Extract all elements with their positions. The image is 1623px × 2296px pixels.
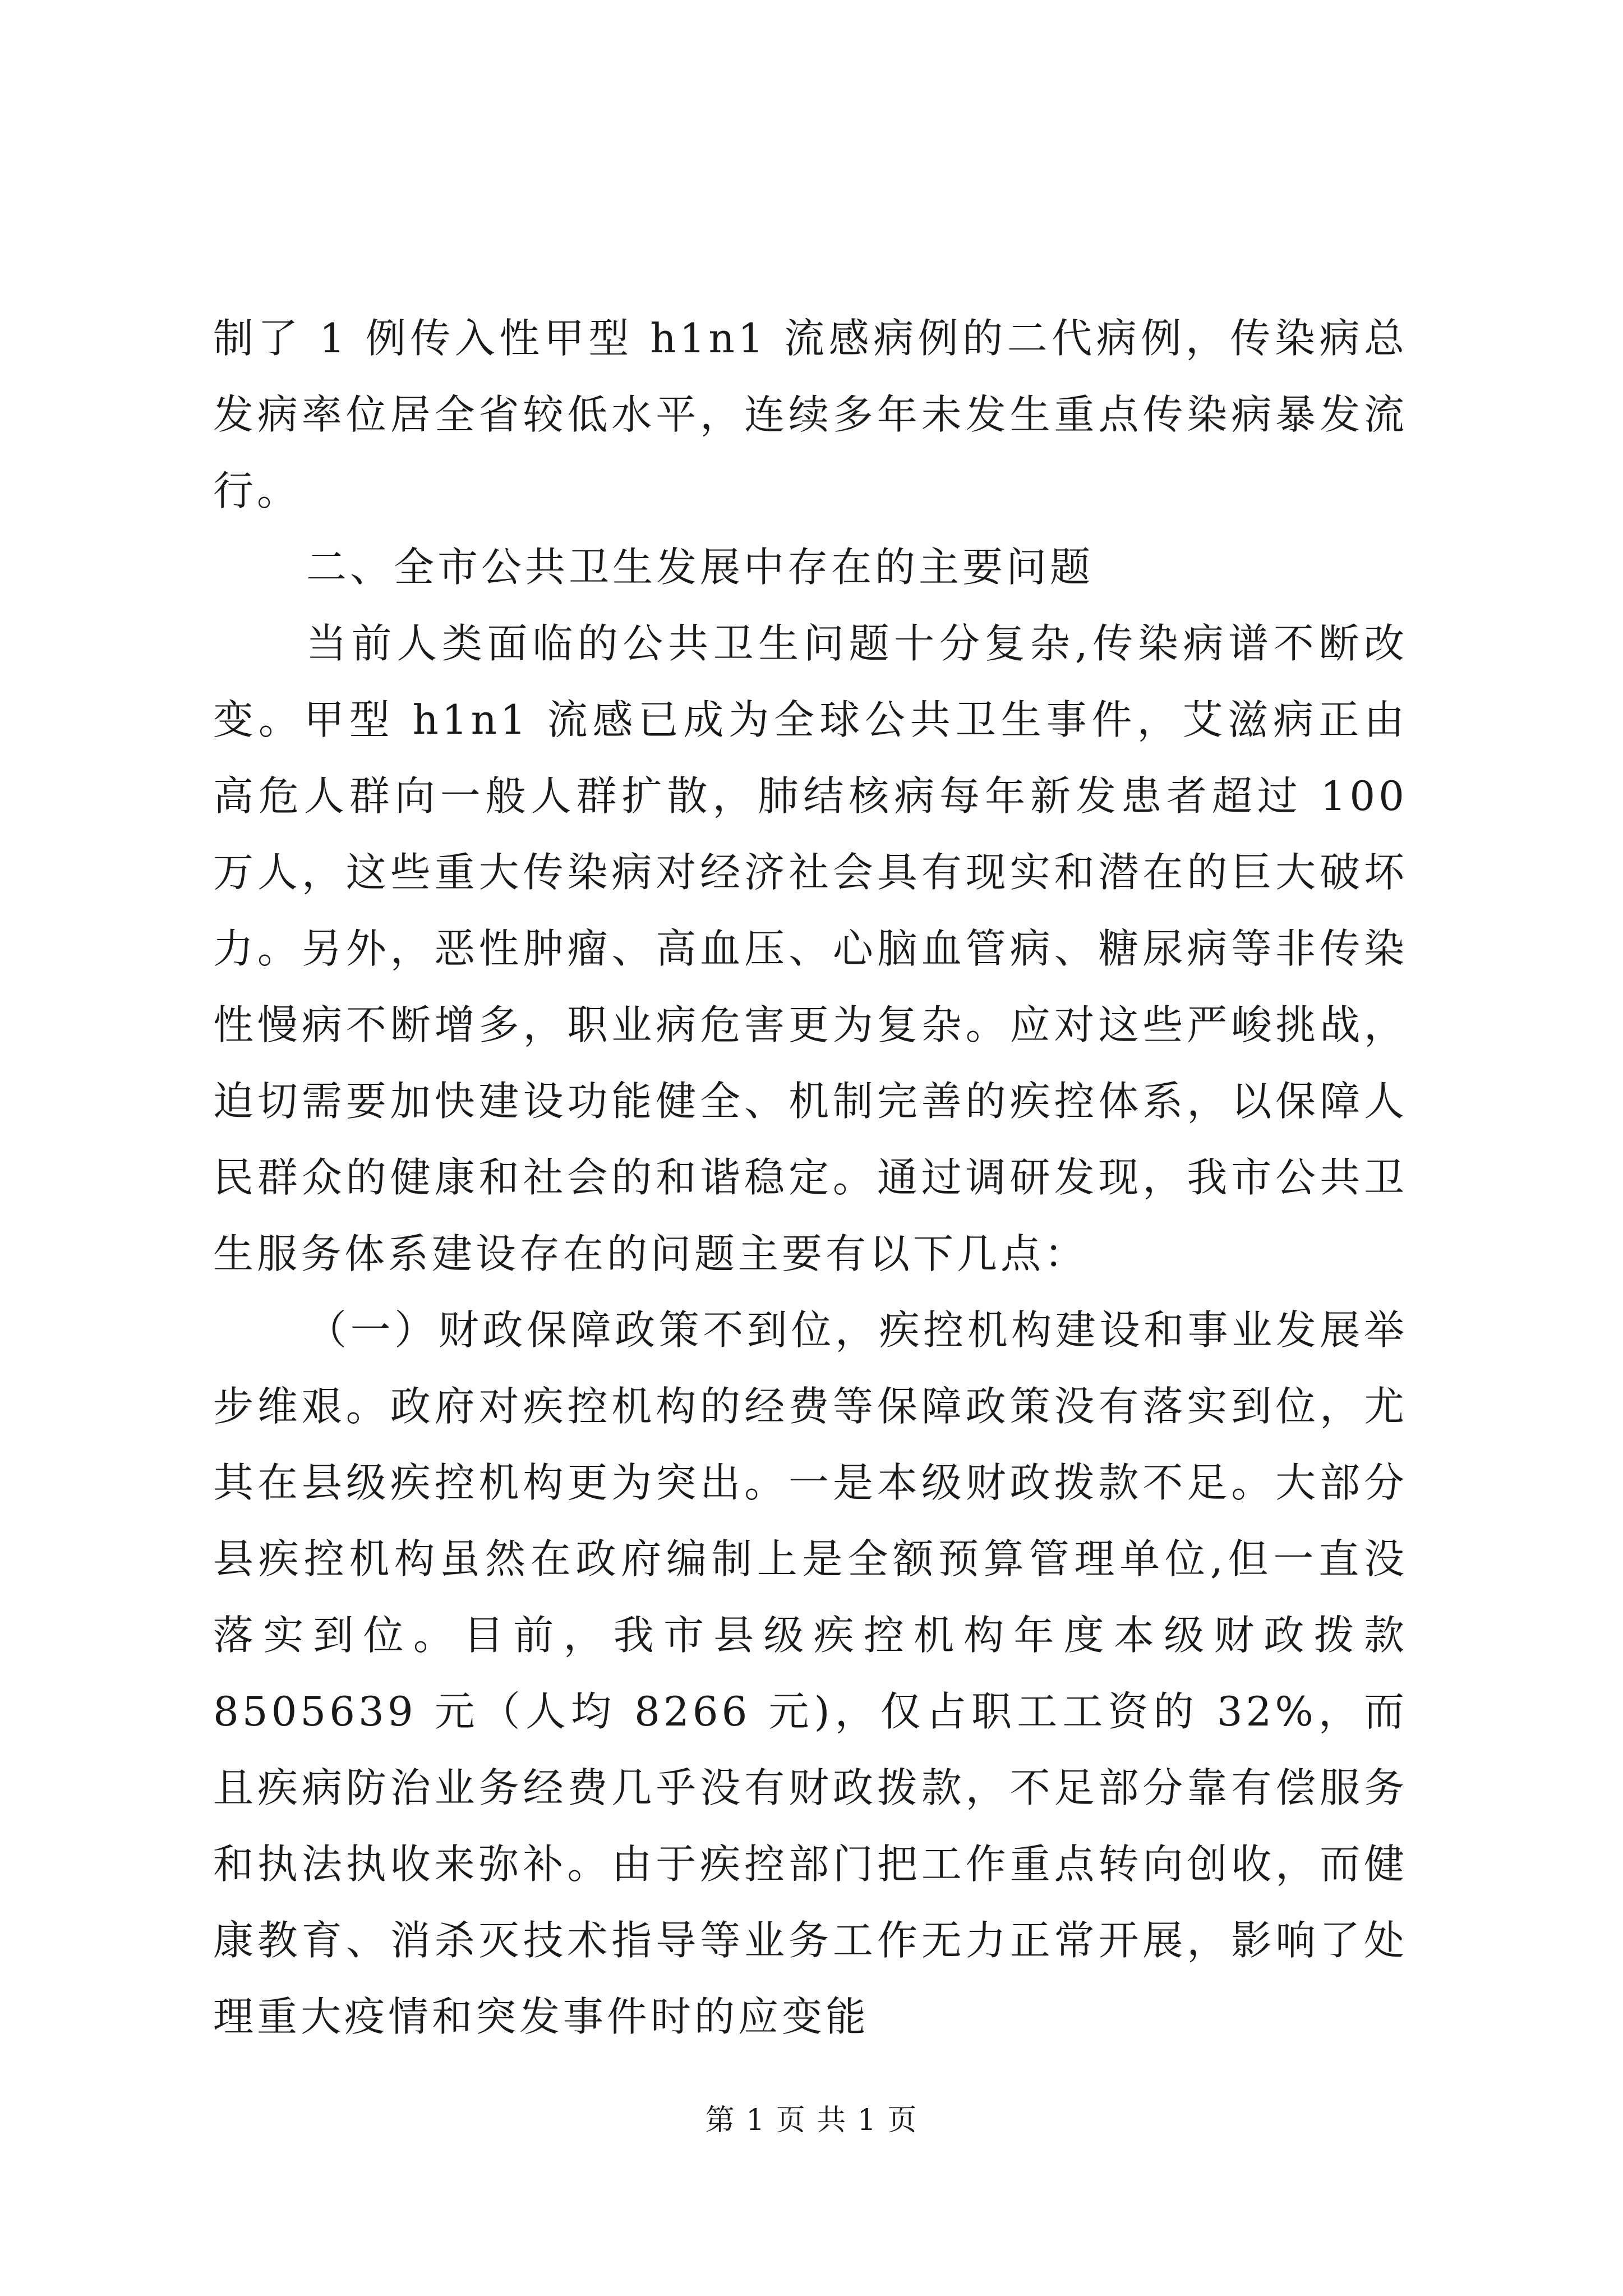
paragraph-problems-overview: 当前人类面临的公共卫生问题十分复杂,传染病谱不断改变。甲型 h1n1 流感已成为全球公共卫生事件，艾滋病正由高危人群向一般人群扩散，肺结核病每年新发患者超过 100 万人，这些重大传染病对经济社会具有现实和潜在的巨大破坏力。另外，恶性肿瘤、高血压、心脑血管病、糖尿病等非传染性慢病不断增多，职业病危害更为复杂。应对这些严峻挑战，迫切需要加快建设功能健全、机制完善的疾控体系，以保障人民群众的健康和社会的和谐稳定。通过调研发现，我市公共卫生服务体系建设存在的问题主要有以下几点： [213,620,1408,1277]
document-body [213,300,1408,2055]
page-footer: 第 1 页 共 1 页 [705,2104,918,2137]
section-heading: 二、全市公共卫生发展中存在的主要问题 [306,544,1094,591]
paragraph-finance-issue: （一）财政保障政策不到位，疾控机构建设和事业发展举步维艰。政府对疾控机构的经费等保障政策没有落实到位，尤其在县级疾控机构更为突出。一是本级财政拨款不足。大部分县疾控机构虽然在政府编制上是全额预算管理单位,但一直没落实到位。目前，我市县级疾控机构年度本级财政拨款 8505639 元（人均 8266 元)，仅占职工工资的 32%，而且疾病防治业务经费几乎没有财政拨款，不足部分靠有偿服务和执法执收来弥补。由于疾控部门把工作重点转向创收，而健康教育、消杀灭技术指导等业务工作无力正常开展，影响了处理重大疫情和突发事件时的应变能 [213,1306,1408,2040]
paragraph-continuation: 制了 1 例传入性甲型 h1n1 流感病例的二代病例，传染病总发病率位居全省较低水平，连续多年未发生重点传染病暴发流行。 [213,315,1408,514]
